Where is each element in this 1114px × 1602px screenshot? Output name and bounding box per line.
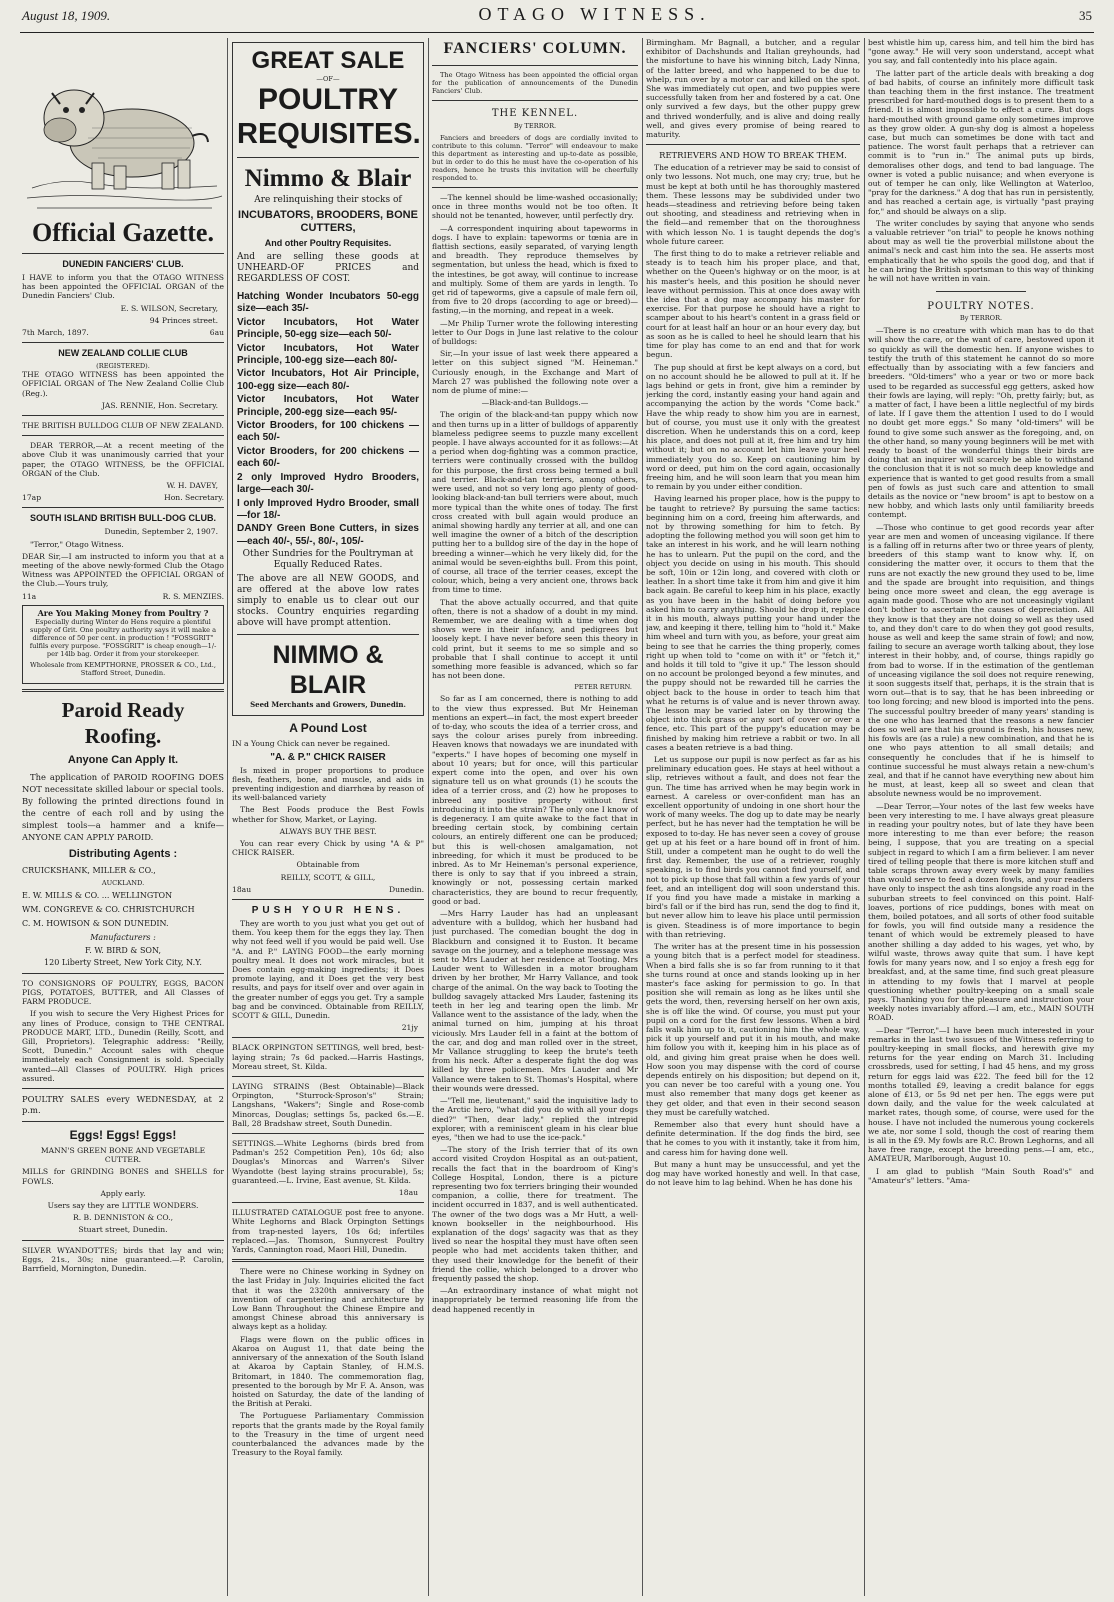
agent: CRUICKSHANK, MILLER & CO., xyxy=(22,866,156,876)
chick-raiser-text: Is mixed in proper proportions to produce flesh, feathers, bone, and muscle, and aids in preventing indigestion and diarrhœa by reason of its well-balanced variety xyxy=(232,765,424,803)
obtainable: Obtainable from xyxy=(296,860,360,870)
rear-text: You can rear every Chick by using "A & P" CHICK RAISER. xyxy=(232,838,424,858)
fossgrit-ad xyxy=(22,605,224,684)
reilly-city: Dunedin. xyxy=(389,884,424,894)
retrievers-paragraph: Remember also that every hunt should have a definite determination. If the dog finds the bird, see that he comes to you with it instantly, take it from him, and caress him for having done well. xyxy=(646,1119,860,1157)
ad-code: 18au xyxy=(232,884,252,894)
ad-code: 11a xyxy=(22,591,37,601)
price-item: Victor Incubators, Hot Water Principle, 50-egg size—each 50/- xyxy=(237,316,419,341)
retrievers-paragraph: The pup should at first be kept always on a cord, but on no account should he be allowed to pull at it. If he lags behind or gets in front, give him a reminder by jerking the cord, instantly easing your hand again and accompanying the action by the words "Come back." Have the whip ready to show him you are in earnest, but of course, you must use it only with the greatest discretion. When he understands this on a cord, keep his place, and does not pull at it, free him and try him without it; but on no account let him leave your heel immediately you do so. Keep on cautioning him by word or deed, put him on the cord again, occasionally freeing him, and he will soon learn that you mean him to remain by you under either condition. xyxy=(646,362,860,492)
collie-club-sub: (REGISTERED). xyxy=(96,362,150,371)
dunedin-club-text: I HAVE to inform you that the OTAGO WITNESS has been appointed the OFFICIAL ORGAN of the Dunedin Fanciers' Club. xyxy=(22,273,224,301)
agent: WM. CONGREVE & CO. CHRISTCHURCH xyxy=(22,905,195,915)
denniston: R. B. DENNISTON & CO., xyxy=(72,1213,174,1223)
dunedin-club-signature: E. S. WILSON, Secretary, xyxy=(120,303,218,313)
poultry-notes-paragraph: —Dear Terror,—Your notes of the last few weeks have been very interesting to me. I have always great pleasure in reading your poultry notes, but of late they have been more interesting to me than ever before; the reason being, I suppose, that you are treating on a special subject in regard to which I am a firm believer. I am never tired of telling people that there is more kitchen stuff and table scraps thrown away every week by many families than would serve to feed a dozen fowls, and your readers have only to inspect the ash tins alongside any road in the suburban streets to feel convinced on this point. Half-loaves, portions of rice puddings, bones with meat on them, boiled potatoes, and all sorts of other food suitable for fowls, you will find outside many a residence the tenant of which would be extremely pleased to have another shilling a day added to his wages, yet who, by wilful waste, throws away quite that sum. I have kept fowls for many years now, and I so enjoy a fresh egg for breakfast, and, at the same time, find such great pleasure in attending to my fowls that I marvel at people questioning whether poultry-keeping on a small scale pays. Thanking you for the pleasure and instruction your weekly notes invariably afford.—I am, etc., MAIN SOUTH ROAD. xyxy=(868,801,1094,1023)
catalogue-ad: ILLUSTRATED CATALOGUE post free to anyone. White Leghorns and Black Orpington Settings from trap-nested layers, 10s 6d; infertiles replaced.—Jas. Thomson, Sunnycrest Poultry Yards, Cannington road, Maori Hill, Dunedin. xyxy=(232,1208,424,1255)
laying-strains-ad: LAYING STRAINS (Best Obtainable)—Black Orpington, "Sturrock-Sproson's" Strain; Langshans, "Wakers"; Single and Rose-comb Minorcas, Douglas; settings 5s, packed 6s.—E. Ball, 28 Bradshaw street, South Dunedin. xyxy=(232,1082,424,1128)
wyandottes-ad: SILVER WYANDOTTES; birds that lay and win; Eggs, 21s., 30s; nine guaranteed.—P. Carolin, Barrfield, Mornington, Dunedin. xyxy=(22,1245,224,1273)
issue-date: August 18, 1909. xyxy=(22,8,111,23)
sibc-date: Dunedin, September 2, 1907. xyxy=(104,527,218,537)
column-rule xyxy=(864,38,865,1596)
price-item: Victor Brooders, for 100 chickens —each 50/- xyxy=(237,420,419,444)
consignors-heading: TO CONSIGNORS OF POULTRY, EGGS, BACON PIGS, POTATOES, BUTTER, and All Classes of FARM PRODUCE. xyxy=(22,978,224,1007)
kennel-signature: PETER RETURN. xyxy=(574,683,632,692)
price-list xyxy=(237,291,419,548)
paroid-heading: Paroid Ready Roofing. xyxy=(61,698,185,749)
retrievers-paragraph: The first thing to do to make a retriever reliable and steady is to teach him his proper place, and that, whether on the Queen's highway or on the moor, is at his master's heels, and this position he should never leave without permission. This at once does away with the idea that a dog may accompany his master for exercise. For that purpose he should have a right to scamper about to his heart's content in a grass field or court for at least half an hour or an hour every day, but as soon as he is called to heel he should learn that his time for play has come to an end and that for work begun. xyxy=(646,249,860,360)
kennel-paragraph: That the above actually occurred, and that quite often, there is not a shadow of a doubt in my mind. Remember, we are dealing with a time when dog shows were in their infancy, and pedigrees but loosely kept. I have never before seen this theory in cold print, but it seems to me so simple and so probable that I shall continue to accept it until something more feasible is advanced, which so far has not been done. xyxy=(432,597,638,681)
agent-city: AUCKLAND. xyxy=(101,879,145,888)
collie-club-heading: NEW ZEALAND COLLIE CLUB xyxy=(58,348,188,359)
manufacturer-address: 120 Liberty Street, New York City, N.Y. xyxy=(44,958,202,968)
nimmo-blair-footer: NIMMO & BLAIR xyxy=(272,641,384,700)
other-requisites: And other Poultry Requisites. xyxy=(264,238,392,248)
sibc-text: DEAR Sir,—I am instructed to inform you that at a meeting of the above newly-formed Club the Otago Witness was APPOINTED the OFFICIAL ORGAN of the Club.—Yours truly, xyxy=(22,551,224,589)
poultry-heading: POULTRY xyxy=(258,83,398,116)
kennel-subheading: —Black-and-tan Bulldogs.— xyxy=(481,398,589,408)
great-sale-ad xyxy=(232,42,424,716)
eggs-heading: Eggs! Eggs! Eggs! xyxy=(69,1127,177,1142)
ad-code: 21jy xyxy=(401,1023,418,1033)
column-2 xyxy=(232,38,424,1596)
always-buy: ALWAYS BUY THE BEST. xyxy=(279,826,377,836)
fossgrit-wholesale: Wholesale from KEMPTHORNE, PROSSER & CO., Ltd., Stafford Street, Dunedin. xyxy=(30,661,216,678)
retrievers-paragraph: Let us suppose our pupil is now perfect as far as his preliminary education goes. He stays at heel without a slip, retrieves without a fault, and does not fear the gun. The time has arrived when he may begin work in earnest. A careless or over-confident man has an excellent opportunity of undoing in one short hour the work of many weeks. The dog up to date may be nearly perfect, but he has never had the temptation he will be exposed to to-day. He has never seen a covey of grouse get up at his feet or a hare bound off in front of him. Still, under a competent man he ought to do well the first day. Remember, the use of a retriever, roughly speaking, is to find birds you cannot find yourself, and not to pick up those that fall within a few yards of your feet, and an intelligent dog will soon understand this. If you find you have made a mistake in marking a bird's fall or if the bird has run, send the dog to find it, but never allow him to leave his place until permission is given. Steadiness is of more importance to begin with than retrieving. xyxy=(646,755,860,939)
retrievers-paragraph: The writer concludes by saying that anyone who sends a valuable retriever "on trial" to people he knows nothing about may as well tie the proverbial millstone about the animal's neck and cast him into the sea. He asserts most emphatically that he who spoils the good dog, and that if he can bring the British sportsman to this way of thinking he will not have written in vain. xyxy=(868,218,1094,284)
sibc-heading: SOUTH ISLAND BRITISH BULL-DOG CLUB. xyxy=(30,513,216,524)
collie-club-signature: JAS. RENNIE, Hon. Secretary. xyxy=(101,400,218,410)
price-item: Victor Brooders, for 200 chickens —each 60/- xyxy=(237,445,419,470)
agent: E. W. MILLS & CO. ... WELLINGTON xyxy=(22,891,173,901)
of-text: —OF— xyxy=(316,75,340,83)
manufacturers-heading: Manufacturers : xyxy=(90,933,156,943)
retrievers-paragraph: best whistle him up, caress him, and tell him the bird has "gone away." He will very soon understand, accept what you say, and fall contentedly into his place again. xyxy=(868,38,1094,66)
column-rule xyxy=(428,38,429,1596)
price-item: Hatching Wonder Incubators 50-egg size—each 35/- xyxy=(237,291,419,315)
collie-club-text: THE OTAGO WITNESS has been appointed the OFFICIAL ORGAN of The New Zealand Collie Club (Reg.). xyxy=(22,370,224,398)
poultry-notes-byline: By TERROR. xyxy=(959,314,1003,323)
sibc-to: "Terror," Otago Witness. xyxy=(30,539,124,549)
young-chick: IN a Young Chick can never be regained. xyxy=(232,739,391,749)
paroid-text: The application of PAROID ROOFING DOES NOT necessitate skilled labour or special tools. By following the printed directions found in the centre of each roll and by using the simplest tools—a hammer and a knife—ANYONE CAN APPLY PAROID. xyxy=(22,772,224,843)
bulldog-club-signature: W. H. DAVEY, xyxy=(166,481,218,491)
kennel-byline: By TERROR. xyxy=(513,122,557,130)
retrievers-paragraph: The writer has at the present time in his possession a young bitch that is a perfect model for steadiness. When a bird falls she is so far from running to it that she turns round at once and stands looking up in her master's face asking for permission to go. In that position she will remain as long as he likes until she gets the word, then, reversing herself on her own axis, she is off like the wind. Of course, you must put your pupil on a cord for the first few lessons. When a bird falls walk him up to it, cautioning him the whole way, pick it up yourself and put it in his mouth, and make him follow you with it, keeping him in his place as of old, and giving him great praise when he does well. How soon you may dispense with the cord of course depends entirely on his disposition; but depend on it, you can never be too careful with a young one. You must also remember that many dogs get keener as they get older, and that even in their second season they must be carefully watched. xyxy=(646,942,860,1117)
fanciers-intro: The Otago Witness has been appointed the official organ for the publication of announcements of the Dunedin Fanciers' Club. xyxy=(432,71,638,95)
retrievers-paragraph: But many a hunt may be unsuccessful, and yet the dog may have worked honestly and well. In that case, do not leave him to lag behind. When he has done his xyxy=(646,1159,860,1188)
column-5 xyxy=(868,38,1094,1596)
column-rule xyxy=(227,38,228,1596)
agents-heading: Distributing Agents : xyxy=(68,848,178,861)
kennel-heading: THE KENNEL. xyxy=(491,108,579,119)
incubators-line: INCUBATORS, BROODERS, BONE CUTTERS, xyxy=(238,209,418,234)
kennel-paragraph: —The story of the Irish terrier that of its own accord visited Croydon Hospital as an out-patient, recalls the fact that in the boardroom of King's College Hospital, London, there is a picture representing two fox terriers bringing their wounded companion, a collie, there for treatment. The incident occurred in 1837, and is well authenticated. The owner of the two dogs was a Mr Hutt, a well-known bookseller in the neighbourhood. His explanation of the dogs' sagacity was that as they lived so near the hospital they must have often seen people who had met accidents taken thither, and they used their knowledge for the benefit of their friend the collie, which belonged to a drover who frequently passed the shop. xyxy=(432,1145,638,1283)
retrievers-paragraph: The education of a retriever may be said to consist of only two lessons. Not much, one may cry; true, but he must be kept at both until he has thoroughly mastered them. These lessons may be subdivided under two heads—steadiness and retrieving before being taken out shooting, and steadiness and retrieving when in the field—and remember that on the thoroughness with which lesson No. 1 is taught depends the dog's whole future career. xyxy=(646,163,860,246)
denniston-address: Stuart street, Dunedin. xyxy=(78,1225,168,1235)
dunedin-club-heading: DUNEDIN FANCIERS' CLUB. xyxy=(62,259,184,269)
pound-lost-heading: A Pound Lost xyxy=(289,721,367,736)
users-say: Users say they are LITTLE WONDERS. xyxy=(47,1200,199,1210)
fossgrit-text: Especially during Winter do Hens require a plentiful supply of Grit. One poultry authority says it will make a difference of 50 per cent. in production ! "FOSSGRIT" fulfils every purpose. "FOSSGRIT" is cheap enough—1/- per 14lb bag. Order it from your storekeeper. xyxy=(29,618,217,659)
page-number: 35 xyxy=(1079,8,1092,23)
chick-raiser-heading: "A. & P." CHICK RAISER xyxy=(270,751,386,763)
portuguese-item: The Portuguese Parliamentary Commission reports that the grants made by the Royal family to the Treasury in the time of urgent need counterbalanced the advances made by the Treasury to the Royal family. xyxy=(232,1411,424,1458)
above-text: The above are all NEW GOODS, and are offered at the above low rates simply to enable us to clear out our stocks. Country enquiries regarding above will have prompt attention. xyxy=(237,574,419,629)
apply-early: Apply early. xyxy=(100,1188,146,1198)
requisites-heading: REQUISITES. xyxy=(237,118,421,150)
great-sale-heading: GREAT SALE xyxy=(251,47,405,74)
kennel-paragraph: So far as I am concerned, there is nothing to add to the view thus expressed. But Mr Heineman mentions an expert—in fact, the most expert breeder of to-day, who scouts the idea of a terrier cross, and says the colour arises purely from inbreeding. Heaven knows that nowadays we are inundated with "experts." I have hopes of becoming one myself in about 10 years; but for once, will this particular expert come into the open, and over his own signature tell us on what grounds (1) he scouts the idea of a terrier cross, and (2) how he proposes to inbreed any positive property without first introducing it into the strain? The only one I know of is degeneracy. I am quite awake to the fact that in breeding certain stock, by combining certain colours, an entirely different one can be produced; but this is well-chosen amalgamation, not inbreeding, for which it must be produced to be inbred. As to Mr Heineman's personal experience, there is only to say that if you inbreed a strain, knowingly or not, possessing certain marked characteristics, they are bound to recur frequently, good or bad. xyxy=(432,694,638,906)
dunedin-club-address: 94 Princes street. xyxy=(149,315,218,325)
kennel-paragraph: Sir,—In your issue of last week there appeared a letter on this subject signed "M. Heineman." Curiously enough, in the Exchange and Mart of March 27 was published the following note over a nom de plume of mine:— xyxy=(432,349,638,396)
bulldog-club-heading: THE BRITISH BULLDOG CLUB OF NEW ZEALAND. xyxy=(22,421,224,431)
flags-item: Flags were flown on the public offices in Akaroa on August 11, that date being the anniversary of the annexation of the South Island at Akaroa by Captain Stanley, of H.M.S. Britomart, in 1840. The commemoration flag, presented to the borough by Mr F. A. Anson, was hoisted on Saturday, the date of the landing of the British at Peraki. xyxy=(232,1334,424,1409)
fanciers-column-heading: FANCIERS' COLUMN. xyxy=(443,40,627,57)
seed-merchants: Seed Merchants and Growers, Dunedin. xyxy=(250,700,406,710)
poultry-sales: POULTRY SALES every WEDNESDAY, at 2 p.m. xyxy=(22,1093,224,1115)
poultry-notes-heading: POULTRY NOTES. xyxy=(927,301,1035,313)
poultry-notes-paragraph: —Dear "Terror,"—I have been much interested in your remarks in the last two issues of the Witness referring to poultry-keeping in small flocks, and herewith give my returns for the year ending on March 31. Including crossbreds, used for setting, I had 45 hens, and my gross return for eggs laid was £22. The feed bill for the 12 months totalled £9, leaving a credit balance for eggs alone of £13, or 5s 9d net per hen. The eggs were put down daily, and the value for the week calculated at market rates, though some, of course, were used for the house. I have not included the numerous young cockerels we ate, nor some I sold, though the cost of rearing them is all in the £9. My fowls are R.C. Brown Leghorns, and all have free range, except the breeding pens.—I am, etc., AMATEUR, Marlborough, August 10. xyxy=(868,1025,1094,1164)
ad-code: 18au xyxy=(398,1188,418,1198)
kennel-paragraph: —Mrs Harry Lauder has had an unpleasant adventure with a bulldog, which her husband had just purchased. The comedian bought the dog in Blackburn and consigned it to Euston. It became savage on the journey, and a telephone message was sent to Mrs Lauder at her residence at Tooting. Mrs Lauder went to Willesden in a motor brougham driven by her brother, Mr Harry Vallance, and took charge of the animal. On the way back to Tooting the bulldog savagely attacked Mrs Lauder, fastening its teeth in her leg and tearing open the limb. Mr Vallance went to the assistance of the lady, when the animal turned on him, jumping at his throat viciously. Mrs Lauder fell in a faint at the bottom of the car, and dog and man rolled over in the street, Mr Vallance struggling to keep the brute's teeth from his neck. After a desperate fight the dog was killed by three policemen. Mrs Lauder and Mr Vallance were taken to St. Thomas's Hospital, where their wounds were dressed. xyxy=(432,909,638,1093)
sibc-signature: R. S. MENZIES. xyxy=(162,591,224,601)
kennel-paragraph: —Mr Philip Turner wrote the following interesting letter to Our Dogs in June last relative to the colour of bulldogs: xyxy=(432,318,638,347)
column-1 xyxy=(22,38,224,1596)
fossgrit-heading: Are You Making Money from Poultry ? xyxy=(37,607,209,618)
ad-code: 6au xyxy=(209,328,224,338)
column-rule xyxy=(642,38,643,1596)
best-foods: The Best Foods produce the Best Fowls whether for Show, Market, or Laying. xyxy=(232,805,424,824)
selling-text: And are selling these goods at UNHEARD-OF PRICES and REGARDLESS OF COST. xyxy=(237,252,419,284)
relinquishing: Are relinquishing their stocks of xyxy=(254,195,402,205)
black-orpington-ad: BLACK ORPINGTON SETTINGS, well bred, best-laying strain; 7s 6d packed.—Harris Hastings, Moreau street, St. Kilda. xyxy=(232,1043,424,1071)
dunedin-club-date: 7th March, 1897. xyxy=(22,328,89,338)
bulldog-club-letter: DEAR TERROR,—At a recent meeting of the above Club it was unanimously carried that your paper, the OTAGO WITNESS, be the OFFICIAL ORGAN of the Club. xyxy=(22,441,224,478)
poultry-notes-paragraph: I am glad to publish "Main South Road's" and "Amateur's" letters. "Ama- xyxy=(868,1166,1094,1185)
agent: C. M. HOWISON & SON DUNEDIN. xyxy=(22,919,169,929)
price-item: Victor Incubators, Hot Water Principle, 100-egg size—each 80/- xyxy=(237,342,419,367)
kennel-paragraph: —A correspondent inquiring about tapeworms in dogs. I have to explain: tapeworms or tœnia are in flattish sections, easily separated, of varying length and breadth. They reproduce themselves by segmentation, but unless the head, which is fixed to the intestines, be got away, will continue to increase and multiply. Some of them are yards in length. To get rid of tapeworms, give a capsule of male fern oil, from five to 20 drops (according to age or breed)—fasting,—in the morning, and repeat in a week. xyxy=(432,223,638,316)
price-item: Victor Incubators, Hot Air Principle, 100-egg size—each 80/- xyxy=(237,368,419,392)
price-item: 2 only Improved Hydro Brooders, large—each 30/- xyxy=(237,471,419,496)
poultry-notes-paragraph: —There is no creature with which man has to do that will show the care, or the want of care, bestowed upon it so quickly as will the domestic hen. If anyone wishes to testify the truth of this statement he cannot do so more effectually than by associating with a few fanciers and breeders. "Old-timers" who a year or two or more back used to be regarded as successful egg getters, asked how their fowls are laying, will reply: "Oh, pretty fairly; but, as a matter of fact, I have been a little neglectful of my birds of late. If I gave them the attention I used to do I would no doubt get more eggs." So many "old-timers" will be found to give some such answer as the foregoing, and, on the other hand, so many young beginners will be met with ready to boast of the wonderful things their birds are doing that an inquirer will scarcely be able to withstand the conclusion that it is not so much deep knowledge and experience that is wanted to get good results from a small pen of fowls as just such care and attention to small details as the novice or "new broom" is apt to bestow on a new hobby, and which lasts only until familiarity breeds contempt. xyxy=(868,326,1094,520)
sundries: Other Sundries for the Poultryman at Equally Reduced Rates. xyxy=(242,549,414,571)
settings-ad: SETTINGS.—White Leghorns (birds bred from Padman's 252 Competition Pen), 10s 6d; also Douglas's Minorcas and Warren's Silver Wyandotte (best laying strains procurable), 5s; guaranteed.—L. Irvine, East avenue, St. Kilda. xyxy=(232,1139,424,1185)
manufacturer: F. W. BIRD & SON, xyxy=(84,946,162,956)
poultry-notes-paragraph: —Those who continue to get good records year after year are men and women of unceasing vigilance. If there is a falling off in returns after two or three years of plenty, breeders of this stamp want to know why. If, on considering the matter over, it occurs to them that the runs are not exactly the new ground they used to be, lime and the spade are brought into requisition, and things being once more sweet and clean, the egg average is again made good. Those who are not unceasingly vigilant don't bother to ascertain the causes of depreciation. All they know is that they are not doing so well as they used to, and they don't care to do when they got good results, house as well and keep the same strain of fowl; and now, failing to secure an average worth talking about, they lose interest in their hobby, and, of course, things rapidly go from bad to worse. If in the estimation of the gentleman of unceasing vigilance the soil does not require renewing, it soon suggests itself that, perhaps, it is the strain that is worn out—that is to say, that he has been inbreeding or too long forcing; and new blood is imported into the pens. The successful poultry breeder of many years' standing is the one who has learned that the reasons a new fancier does so well are that his ground is fresh, his houses new, his fowls are (as a rule) a new combination, and that he is one who pays attention to all small details; and consequently he concludes that if he is himself to continue successful he must always retain a new-chum's zeal, and that if he cannot have everything new about him he must, at least, keep all so sweet and clean that absolute newness would be no improvement. xyxy=(868,522,1094,799)
column-3 xyxy=(432,38,638,1596)
retrievers-paragraph: The latter part of the article deals with breaking a dog of bad habits, of course an infinitely more difficult task than teaching them in the first instance. The treatment prescribed for hard-mouthed dogs is to present them to a friend. It is almost impossible to effect a cure. But dogs hard-mouthed with ground game only sometimes improve as they grow older. A gun-shy dog is almost a hopeless case, but much can sometimes be done with tact and patience. The worst fault perhaps that a retriever can commit is to "run in." The animal puts up birds, demoralises other dogs, and tend to bad language. The owner is voted a public nuisance; and when everyone is out of temper he can only, like Wellington at Waterloo, "pray for the darkness." A dog that has run in persistently, and has reached a certain age, is virtually "past praying for," and should be always on a slip. xyxy=(868,68,1094,216)
price-item: I only Improved Hydro Brooder, small—for 18/- xyxy=(237,497,419,521)
kennel-paragraph: —The kennel should be lime-washed occasionally; once in three months would not be too often. It should not be tenanted, however, until perfectly dry. xyxy=(432,193,638,221)
official-gazette-heading: Official Gazette. xyxy=(32,218,214,247)
column-4 xyxy=(646,38,860,1596)
consignors-text: If you wish to secure the Very Highest Prices for any lines of Produce, consign to THE CENTRAL PRODUCE MART, LTD., Dunedin (Reilly, Scott, and Gill, Proprietors). Telegraphic address: "Reilly, Scott, Dunedin." Account sales with cheque immediately each Consignment is sold. Specially wanted—All Classes of POULTRY. High prices assured. xyxy=(22,1009,224,1083)
kennel-paragraph: —"Tell me, lieutenant," said the inquisitive lady to the Arctic hero, "what did you do with all your dogs died?" "Then, dear lady," replied the intrepid explorer, with a reminiscent gleam in his clear blue eyes, "then we had to use the ice-pack." xyxy=(432,1096,638,1142)
kennel-paragraph: —An extraordinary instance of what might not inappropriately be termed reasoning life from the dead happened recently in xyxy=(432,1286,638,1314)
price-item: DANDY Green Bone Cutters, in sizes—each 40/-, 55/-, 80/-, 105/- xyxy=(237,523,419,547)
paroid-subheading: Anyone Can Apply It. xyxy=(67,754,179,767)
mills-text: MILLS for GRINDING BONES and SHELLS for FOWLS. xyxy=(22,1167,224,1186)
chinese-item: There were no Chinese working in Sydney on the last Friday in July. Inquiries elicited the fact that it was the 2320th anniversary of the invention of carpentering and architecture by Low Bann Throughout the Chinese Empire and amongst Chinese abroad this anniversary is always kept as a holiday. xyxy=(232,1267,424,1332)
ad-code: 17ap xyxy=(22,493,42,503)
bulldog-club-role: Hon. Secretary. xyxy=(164,493,224,503)
masthead xyxy=(22,4,1092,32)
newspaper-title: OTAGO WITNESS. xyxy=(478,4,711,24)
retrievers-heading: RETRIEVERS AND HOW TO BREAK THEM. xyxy=(659,150,847,161)
push-hens-heading: PUSH YOUR HENS. xyxy=(251,904,405,916)
price-item: Victor Incubators, Hot Water Principle, 200-egg size—each 95/- xyxy=(237,394,419,418)
bone-cutter: MANN'S GREEN BONE AND VEGETABLE CUTTER. xyxy=(40,1145,206,1165)
reilly: REILLY, SCOTT, & GILL, xyxy=(280,872,376,882)
kennel-paragraph: Birmingham. Mr Bagnall, a butcher, and a regular exhibitor of Dachshunds and Italian greyhounds, had the misfortune to have his winning bitch, Lady Ninna, of the latter breed, and who happened to be due to whelp, run over by a motor car and killed on the spot. She was immediately cut open, and two puppies were successfully taken from her and fostered by a cat. One only survived a few days, but the other puppy grew and thrived wonderfully, and is alive and doing really well, and gives every promise of being reared to maturity. xyxy=(646,38,860,140)
masthead-rule xyxy=(20,32,1094,33)
nimmo-blair-heading: Nimmo & Blair xyxy=(244,165,412,192)
retrievers-paragraph: Having learned his proper place, how is the puppy to be taught to retrieve? By pursuing the same tactics: beginning him on a cord, freeing him afterwards, and not by throwing something for him to fetch. By adopting the following method you will soon get him to take an interest in his work, and he will learn nothing he has to unlearn. Put the pupil on the cord, and the object you decide on using in his mouth. This should be soft, 10in or 12in long, and covered with cloth or leather. In a short time take it from him and give it him back again. Be careful to keep him in his place, exactly as you have been in the habit of doing before you asked him to carry anything. Should he drop it, replace it in his mouth, always putting your hand under the jaw, and keeping it there, telling him to "hold it." Make him wheel and turn with you, as before, your great aim being to see that he carries the thing properly, comes right up when told to "come on with it" or "fetch it," and holds it till told to "give it up." The lesson should on no account be prolonged beyond a few minutes, and the puppy should not be rewarded till he carries the object back to the house in order to teach him that what he returns is of value and is never thrown away. The lesson may be varied later on by throwing the object into thick grass or any sort of cover or over a fence, etc. This part of the puppy's education may be finished by making him retrieve a rabbit or two. In all cases a beaten retrieve is a bad thing. xyxy=(646,494,860,752)
push-hens-text: They are worth to you just what you get out of them. You keep them for the eggs they lay. Then why not feed well if you would be paid well. Use "A. and P." LAYING FOOD—the early morning poultry meal. It does not work miracles, but it Does contain egg-making ingredients; it Does promote laying, and it Does get the very best results, and pays for itself over and over again in the greater number of eggs you get. Try a sample bag and be convinced. Obtainable from REILLY, SCOTT & GILL, Dunedin. xyxy=(232,918,424,1020)
kennel-invite: Fanciers and breeders of dogs are cordially invited to contribute to this column. "Terror" will endeavour to make this department as interesting and up-to-date as possible, but in order to do this he must have the co-operation of his readers, hence he trusts this invitation will be cheerfully responded to. xyxy=(432,134,638,182)
bulldog-illustration xyxy=(22,38,224,214)
kennel-paragraph: The origin of the black-and-tan puppy which now and then turns up in a litter of bulldogs of apparently blameless pedigree seems to puzzle many excellent people. I have always accounted for it as follows:—At a period when dog-fighting was a common practice, terriers were continually crossed with the bulldog for this purpose, the first cross being termed a bull and terrier. Black-and-tan terriers, among others, were used, and not so very long ago plenty of good-looking black-and-tan bull terriers were about, much more typical than the white ones of today. The first cross created with bull again would produce an animal showing hardly any terrier at all, and one can well imagine the owner of a bitch of the description putting her to a bulldog sire of the day in the hope of breeding a winner—which he very likely did, for the animal would be seven-eighths bull. From this point, of course, all trace of the terrier ceases, except the colour, which, being a very ancient one, throws back from time to time. xyxy=(432,410,638,595)
